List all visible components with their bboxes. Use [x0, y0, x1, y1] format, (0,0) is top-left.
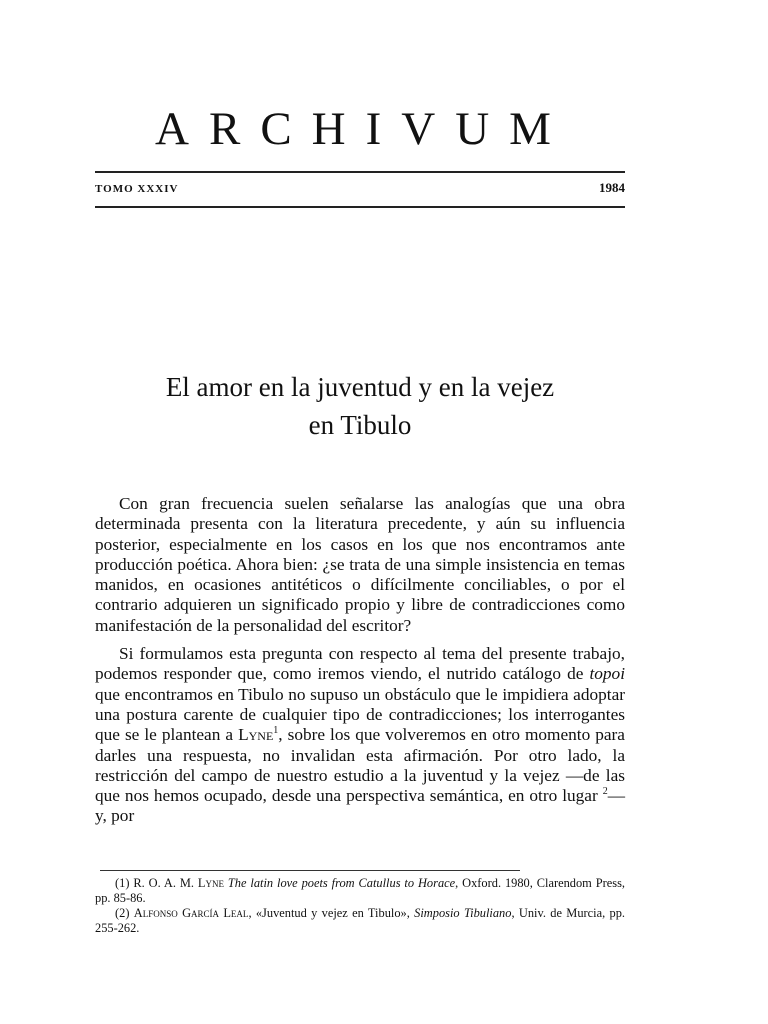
body-paragraph-1: Con gran frecuencia suelen señalarse las analogías que una obra determinada presenta con la literatura precedente, y aún su influencia posterior, especialmente en los casos en los que nos encontramos ante producción poética. Ahora bien: ¿se trata de una simple insistencia en temas manidos, en ocasiones antitéticos o difícilmente conciliables, o por el contrario adquieren un significado propio y libre de contradicciones como manifestación de la personalidad del escritor? — [95, 494, 625, 635]
p2-text-c: , sobre los que volveremos en otro momento para darles una respuesta, no invalidan esta afirmación. Por otro lado, la restricción del campo de nuestro estudio a la juventud y la vejez —de las que nos hemos ocupado, desde una perspectiva semántica, en otro lugar — [95, 725, 625, 806]
fn1-number: (1) — [115, 876, 130, 890]
header-rule-top — [95, 171, 625, 173]
footnote-ref-1: 1 — [273, 725, 279, 737]
article-title-line-2: en Tibulo — [308, 410, 412, 440]
p2-author-lyne: Lyne — [238, 725, 274, 745]
article-body — [95, 494, 625, 827]
footnote-ref-2: 2 — [602, 786, 608, 798]
fn1-title: The latin love poets from Catullus to Horace — [227, 876, 456, 890]
p2-text-d: — y, por — [95, 786, 625, 826]
fn2-mid: , «Juventud y vejez en Tibulo», — [248, 906, 410, 920]
footnotes — [95, 876, 625, 936]
footnote-rule — [100, 870, 520, 871]
fn1-rest: , Oxford. 1980, Clarendom Press, pp. 85-86. — [95, 876, 625, 905]
fn2-title: Simposio Tibuliano — [414, 906, 512, 920]
p2-topoi: topoi — [589, 664, 625, 684]
fn2-number: (2) — [115, 906, 130, 920]
footnote-1 — [95, 876, 625, 906]
volume-label: TOMO XXXIV — [95, 183, 179, 195]
year-label: 1984 — [599, 180, 625, 195]
footnote-2 — [95, 906, 625, 936]
fn2-rest: , Univ. de Murcia, pp. 255-262. — [95, 906, 626, 935]
article-title — [95, 368, 625, 444]
p2-text-a: Si formulamos esta pregunta con respecto al tema del presente trabajo, podemos responder que, como iremos viendo, el nutrido catálogo de — [95, 644, 625, 684]
body-paragraph-2 — [95, 644, 625, 827]
header-rule-bottom — [95, 206, 625, 208]
journal-title: ARCHIVUM — [155, 103, 571, 155]
fn1-author: R. O. A. M. Lyne — [133, 876, 224, 890]
fn2-author: Alfonso García Leal — [133, 906, 249, 920]
issue-info — [95, 180, 625, 196]
p2-text-b: que encontramos en Tibulo no supuso un obstáculo que le impidiera adoptar una postura carente de cualquier tipo de contradicciones; los interrogantes que se le plantean a — [95, 684, 625, 745]
article-title-line-1: El amor en la juventud y en la vejez — [165, 372, 555, 402]
